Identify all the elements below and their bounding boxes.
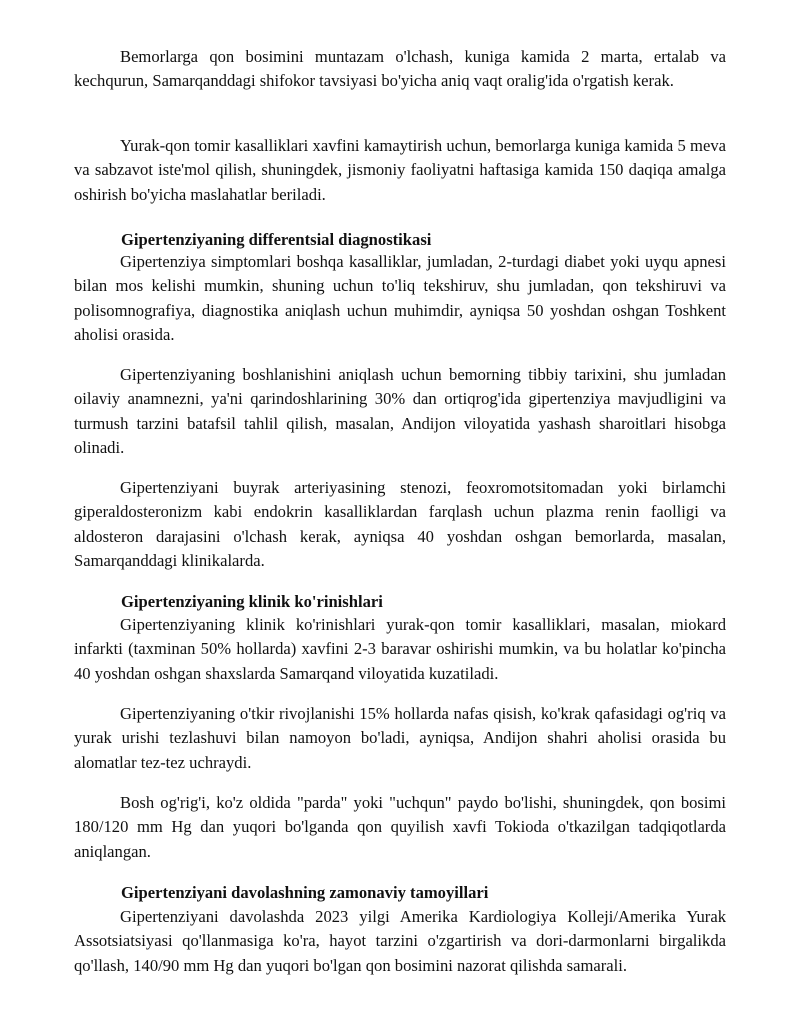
paragraph-acc-aha-guideline: Gipertenziyani davolashda 2023 yilgi Amerika Kardiologiya Kolleji/Amerika Yurak Assotsiatsiyasi qo'llanmasiga ko'ra, hayot tarzini o'zgartirish va dori-darmonlarni birgalikda qo'llash, 140/90 mm Hg dan yuqori bo'lgan qon bosimini nazorat qilishda samarali. bbox=[74, 907, 726, 975]
paragraph-renin-aldosterone: Gipertenziyani buyrak arteriyasining stenozi, feoxromotsitomadan yoki birlamchi giperaldosteronizm kabi endokrin kasalliklardan farqlash uchun plazma renin faolligi va aldosteron darajasini o'lchash kerak, ayniqsa 40 yoshdan oshgan bemorlarda, masalan, Samarqanddagi klinikalarda. bbox=[74, 478, 726, 571]
paragraph-cardio-risk-advice: Yurak-qon tomir kasalliklari xavfini kamaytirish uchun, bemorlarga kuniga kamida 5 meva va sabzavot iste'mol qilish, shuningdek, jismoniy faoliyatni haftasiga kamida 150 daqiqa amalga oshirish bo'yicha maslahatlar beriladi. bbox=[74, 136, 726, 204]
paragraph-acute-development: Gipertenziyaning o'tkir rivojlanishi 15% hollarda nafas qisish, ko'krak qafasidagi og'riq va yurak urishi tezlashuvi bilan namoyon bo'ladi, ayniqsa, Andijon shahri aholisi orasida bu alomatlar tez-tez uchraydi. bbox=[74, 704, 726, 772]
paragraph-cardio-complications: Gipertenziyaning klinik ko'rinishlari yurak-qon tomir kasalliklari, masalan, miokard infarkti (taxminan 50% hollarda) xavfini 2-3 baravar oshirishi mumkin, va bu holatlar ko'pincha 40 yoshdan oshgan shaxslarda Samarqand viloyatida kuzatiladi. bbox=[74, 615, 726, 683]
paragraph-symptom-overlap: Gipertenziya simptomlari boshqa kasalliklar, jumladan, 2-turdagi diabet yoki uyqu apnesi bilan mos kelishi mumkin, shuning uchun to'liq tekshiruv, shu jumladan, qon tekshiruvi va polisomnografiya, diagnostika aniqlash uchun muhimdir, ayniqsa 50 yoshdan oshgan Toshkent aholisi orasida. bbox=[74, 252, 726, 345]
heading-treatment-principles: Gipertenziyani davolashning zamonaviy tamoyillari bbox=[121, 883, 489, 902]
paragraph-headache-hemorrhage: Bosh og'rig'i, ko'z oldida "parda" yoki "uchqun" paydo bo'lishi, shuningdek, qon bosimi 180/120 mm Hg dan yuqori bo'lganda qon quyilish xavfi Tokioda o'tkazilgan tadqiqotlarda aniqlangan. bbox=[74, 793, 726, 861]
heading-clinical-manifestations: Gipertenziyaning klinik ko'rinishlari bbox=[121, 592, 383, 611]
paragraph-medical-history: Gipertenziyaning boshlanishini aniqlash uchun bemorning tibbiy tarixini, shu jumladan oilaviy anamnezni, ya'ni qarindoshlarining 30% dan ortiqrog'ida gipertenziya mavjudligini va turmush tarzini batafsil tahlil qilish, masalan, Andijon viloyatida yashash sharoitlari hisobga olinadi. bbox=[74, 365, 726, 458]
paragraph-bp-monitoring: Bemorlarga qon bosimini muntazam o'lchash, kuniga kamida 2 marta, ertalab va kechqurun, Samarqanddagi shifokor tavsiyasi bo'yicha aniq vaqt oralig'ida o'rgatish kerak. bbox=[74, 47, 726, 91]
heading-differential-diagnostics: Gipertenziyaning differentsial diagnostikasi bbox=[121, 230, 432, 249]
